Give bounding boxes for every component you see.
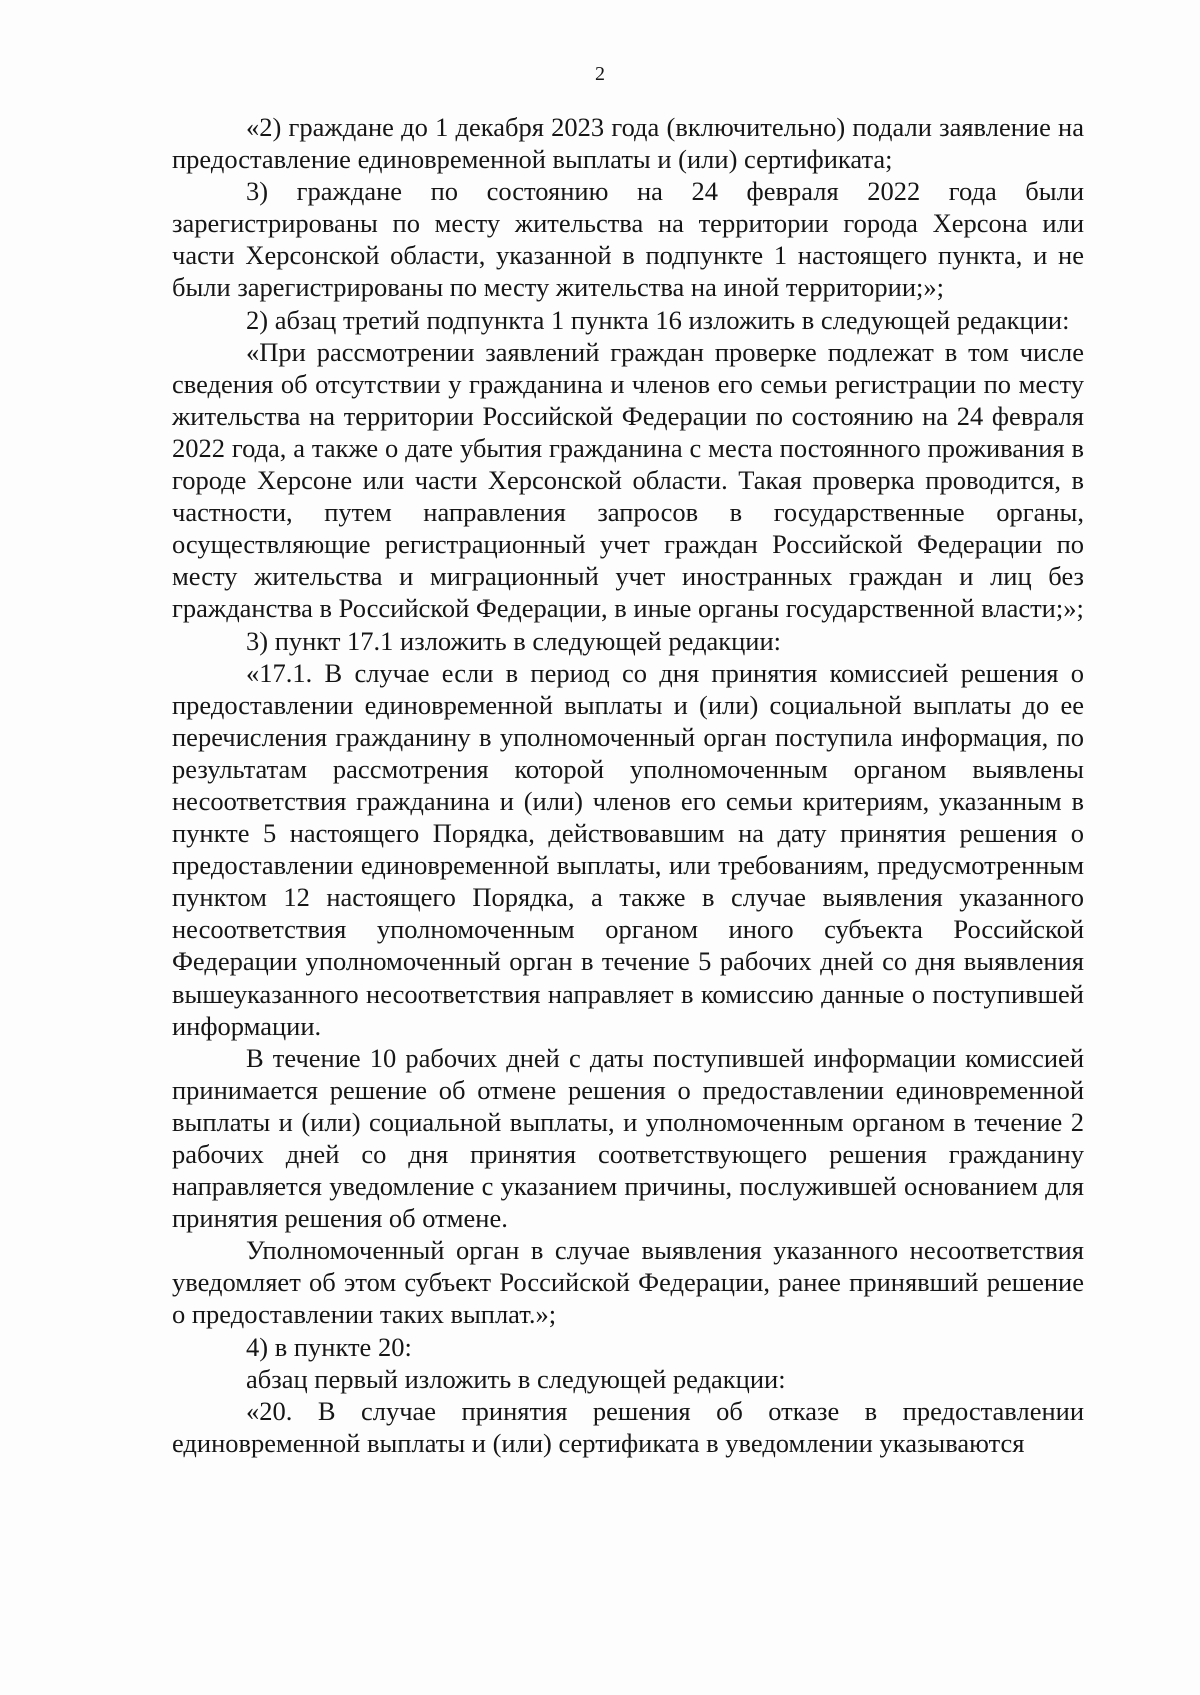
paragraph-amendment-4: 4) в пункте 20: — [246, 1331, 412, 1362]
paragraph-criterion-2: «2) граждане до 1 декабря 2023 года (включительно) подали заявление на предоставление единовременной выплаты и (или) сертификата; — [172, 112, 1084, 175]
paragraph-cancellation-decision: В течение 10 рабочих дней с даты поступившей информации комиссией принимается решение об отмене решения о предоставлении единовременной выплаты и (или) социальной выплаты, и уполномоченным органом в течение 2 рабочих дней со дня принятия соответствующего решения гражданину направляется уведомление с указанием причины, послужившей основанием для принятия решения об отмене. — [172, 1042, 1084, 1234]
paragraph-amendment-2: 2) абзац третий подпункта 1 пункта 16 изложить в следующей редакции: — [246, 304, 1070, 335]
document-body — [172, 111, 1084, 1459]
paragraph-verification-text: «При рассмотрении заявлений граждан проверке подлежат в том числе сведения об отсутствии у гражданина и членов его семьи регистрации по месту жительства на территории Российской Федерации по состоянию на 24 февраля 2022 года, а также о дате убытия гражданина с места постоянного проживания в городе Херсоне или части Херсонской области. Такая проверка проводится, в частности, путем направления запросов в государственные органы, осуществляющие регистрационный учет граждан Российской Федерации по месту жительства и миграционный учет иностранных граждан и лиц без гражданства в Российской Федерации, в иные органы государственной власти;»; — [172, 336, 1084, 624]
paragraph-notification: Уполномоченный орган в случае выявления указанного несоответствия уведомляет об этом субъект Российской Федерации, ранее принявший решение о предоставлении таких выплат.»; — [172, 1235, 1084, 1330]
paragraph-clause-17-1: «17.1. В случае если в период со дня принятия комиссией решения о предоставлении единовременной выплаты и (или) социальной выплаты до ее перечисления гражданину в уполномоченный орган поступила информация, по результатам рассмотрения которой уполномоченным органом выявлены несоответствия гражданина и (или) членов его семьи критериям, указанным в пункте 5 настоящего Порядка, действовавшим на дату принятия решения о предоставлении единовременной выплаты, или требованиям, предусмотренным пунктом 12 настоящего Порядка, а также в случае выявления указанного несоответствия уполномоченным органом иного субъекта Российской Федерации уполномоченный орган в течение 5 рабочих дней со дня выявления вышеуказанного несоответствия направляет в комиссию данные о поступившей информации. — [172, 657, 1084, 1041]
page-number: 2 — [595, 63, 605, 85]
paragraph-amendment-3: 3) пункт 17.1 изложить в следующей редакции: — [246, 625, 782, 656]
paragraph-criterion-3: 3) граждане по состоянию на 24 февраля 2022 года были зарегистрированы по месту жительства на территории города Херсона или части Херсонской области, указанной в подпункте 1 настоящего пункта, и не были зарегистрированы по месту жительства на иной территории;»; — [172, 176, 1084, 303]
paragraph-clause-20: «20. В случае принятия решения об отказе в предоставлении единовременной выплаты и (или) сертификата в уведомлении указываются — [172, 1395, 1084, 1458]
paragraph-first-indent-note: абзац первый изложить в следующей редакции: — [246, 1363, 786, 1394]
